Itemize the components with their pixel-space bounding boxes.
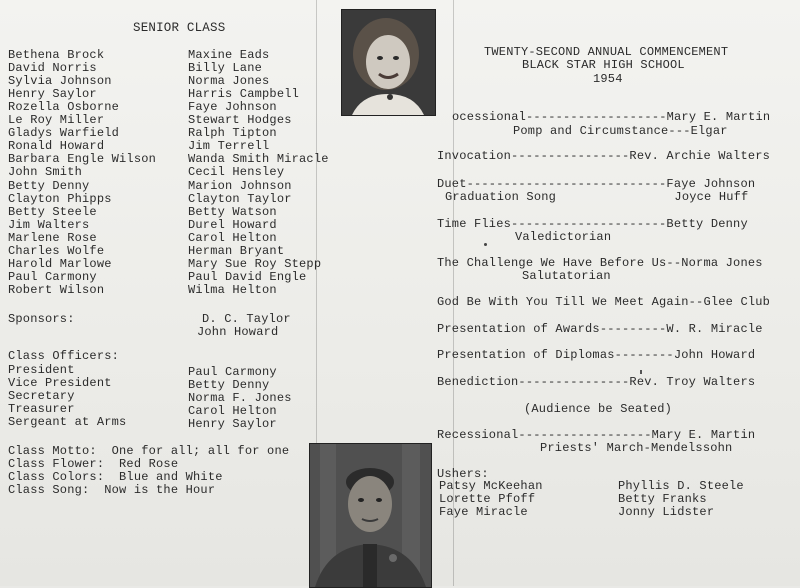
year: 1954 bbox=[593, 72, 623, 86]
officer-name: Norma F. Jones bbox=[188, 391, 292, 405]
senior-name: Stewart Hodges bbox=[188, 113, 292, 127]
student-portrait-photo bbox=[341, 9, 436, 116]
senior-name: Carol Helton bbox=[188, 231, 277, 245]
officer-name: Betty Denny bbox=[188, 378, 270, 392]
senior-name: Sylvia Johnson bbox=[8, 74, 112, 88]
sponsor-name: John Howard bbox=[197, 325, 279, 339]
student-portrait-photo bbox=[309, 443, 432, 588]
usher-name: Faye Miracle bbox=[439, 505, 528, 519]
senior-name: Durel Howard bbox=[188, 218, 277, 232]
senior-name: Mary Sue Roy Stepp bbox=[188, 257, 322, 271]
senior-name: Wilma Helton bbox=[188, 283, 277, 297]
senior-name: Jim Terrell bbox=[188, 139, 270, 153]
senior-name: Barbara Engle Wilson bbox=[8, 152, 157, 166]
program-subtitle: Valedictorian bbox=[515, 230, 612, 244]
senior-name: Gladys Warfield bbox=[8, 126, 120, 140]
usher-name: Patsy McKeehan bbox=[439, 479, 543, 493]
program-item: Recessional------------------Mary E. Martin bbox=[437, 428, 756, 442]
ushers-label: Ushers: bbox=[437, 467, 489, 481]
officer-role: Sergeant at Arms bbox=[8, 415, 127, 429]
class-flower: Class Flower: Red Rose bbox=[8, 457, 179, 471]
school-name: BLACK STAR HIGH SCHOOL bbox=[522, 58, 685, 72]
senior-name: Clayton Taylor bbox=[188, 192, 292, 206]
officer-role: Secretary bbox=[8, 389, 75, 403]
usher-name: Lorette Pfoff bbox=[439, 492, 536, 506]
usher-name: Phyllis D. Steele bbox=[618, 479, 744, 493]
program-subtitle: Priests' March-Mendelssohn bbox=[540, 441, 733, 455]
program-item: Presentation of Awards---------W. R. Miracle bbox=[437, 322, 763, 336]
senior-class-heading: SENIOR CLASS bbox=[133, 21, 226, 35]
program-item: God Be With You Till We Meet Again--Glee Club bbox=[437, 295, 771, 309]
commencement-title: TWENTY-SECOND ANNUAL COMMENCEMENT bbox=[484, 45, 729, 59]
senior-name: Betty Denny bbox=[8, 179, 90, 193]
class-colors: Class Colors: Blue and White bbox=[8, 470, 223, 484]
officer-role: Treasurer bbox=[8, 402, 75, 416]
officers-heading: Class Officers: bbox=[8, 349, 120, 363]
senior-name: Marion Johnson bbox=[188, 179, 292, 193]
sponsors-label: Sponsors: bbox=[8, 312, 75, 326]
senior-name: Rozella Osborne bbox=[8, 100, 120, 114]
senior-name: David Norris bbox=[8, 61, 97, 75]
program-subtitle: Pomp and Circumstance---Elgar bbox=[513, 124, 728, 138]
officer-name: Carol Helton bbox=[188, 404, 277, 418]
senior-name: Betty Steele bbox=[8, 205, 97, 219]
officer-role: President bbox=[8, 363, 75, 377]
senior-name: Faye Johnson bbox=[188, 100, 277, 114]
ink-speck bbox=[484, 243, 487, 246]
senior-name: Maxine Eads bbox=[188, 48, 270, 62]
senior-name: Robert Wilson bbox=[8, 283, 105, 297]
usher-name: Jonny Lidster bbox=[618, 505, 715, 519]
senior-name: Clayton Phipps bbox=[8, 192, 112, 206]
officer-name: Henry Saylor bbox=[188, 417, 277, 431]
usher-name: Betty Franks bbox=[618, 492, 707, 506]
senior-name: Betty Watson bbox=[188, 205, 277, 219]
senior-name: Paul Carmony bbox=[8, 270, 97, 284]
program-item: Presentation of Diplomas--------John Howard bbox=[437, 348, 756, 362]
senior-name: Cecil Hensley bbox=[188, 165, 285, 179]
senior-name: Billy Lane bbox=[188, 61, 263, 75]
senior-name: Le Roy Miller bbox=[8, 113, 105, 127]
senior-name: Jim Walters bbox=[8, 218, 90, 232]
program-item: Benediction---------------Rev. Troy Walters bbox=[437, 375, 756, 389]
program-subtitle: Salutatorian bbox=[522, 269, 611, 283]
class-motto: Class Motto: One for all; all for one bbox=[8, 444, 290, 458]
class-song: Class Song: Now is the Hour bbox=[8, 483, 216, 497]
senior-name: Harold Marlowe bbox=[8, 257, 112, 271]
senior-name: John Smith bbox=[8, 165, 83, 179]
senior-name: Henry Saylor bbox=[8, 87, 97, 101]
senior-name: Marlene Rose bbox=[8, 231, 97, 245]
senior-name: Bethena Brock bbox=[8, 48, 105, 62]
senior-name: Charles Wolfe bbox=[8, 244, 105, 258]
program-subtitle: Graduation Song Joyce Huff bbox=[445, 190, 749, 204]
sponsor-name: D. C. Taylor bbox=[202, 312, 291, 326]
program-item: Time Flies---------------------Betty Denny bbox=[437, 217, 748, 231]
senior-name: Ronald Howard bbox=[8, 139, 105, 153]
audience-note: (Audience be Seated) bbox=[524, 402, 673, 416]
program-item: Duet---------------------------Faye Johnson bbox=[437, 177, 756, 191]
ink-speck bbox=[640, 370, 642, 374]
senior-name: Wanda Smith Miracle bbox=[188, 152, 329, 166]
officer-role: Vice President bbox=[8, 376, 112, 390]
program-item: The Challenge We Have Before Us--Norma Jones bbox=[437, 256, 763, 270]
program-item: ocessional-------------------Mary E. Martin bbox=[452, 110, 771, 124]
senior-name: Harris Campbell bbox=[188, 87, 300, 101]
senior-name: Herman Bryant bbox=[188, 244, 285, 258]
senior-name: Ralph Tipton bbox=[188, 126, 277, 140]
senior-name: Paul David Engle bbox=[188, 270, 307, 284]
officer-name: Paul Carmony bbox=[188, 365, 277, 379]
senior-name: Norma Jones bbox=[188, 74, 270, 88]
program-item: Invocation----------------Rev. Archie Walters bbox=[437, 149, 771, 163]
